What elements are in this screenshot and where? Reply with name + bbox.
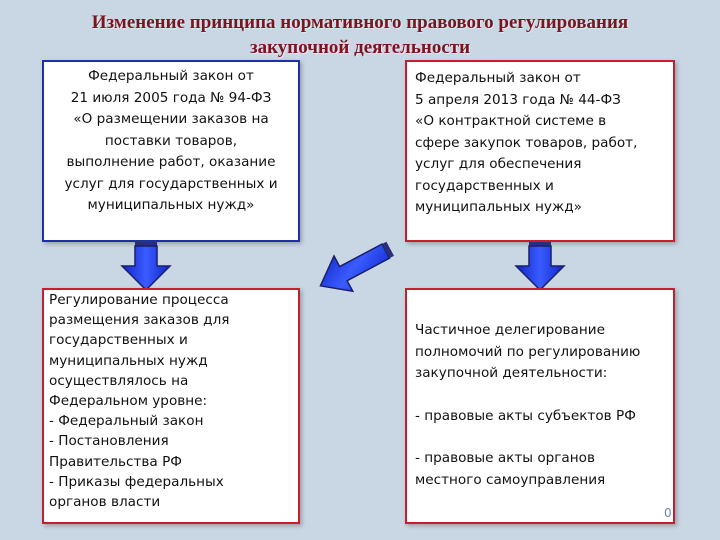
new-regulation-box bbox=[405, 288, 675, 524]
old-regulation-line: - Федеральный закон bbox=[49, 413, 204, 430]
law-94-line: поставки товаров, bbox=[104, 132, 238, 149]
old-regulation-line: государственных и bbox=[49, 332, 188, 349]
law-94-box bbox=[42, 60, 300, 242]
law-44-line: «О контрактной системе в bbox=[415, 113, 607, 129]
old-regulation-box bbox=[42, 288, 300, 524]
old-regulation-line: - Приказы федеральных bbox=[49, 473, 224, 490]
law-44-line: сфере закупок товаров, работ, bbox=[415, 134, 638, 151]
title-line: Изменение принципа нормативного правового регулирования bbox=[91, 12, 629, 33]
law-94-line: Федеральный закон от bbox=[88, 68, 254, 84]
law-94-line: «О размещении заказов на bbox=[73, 111, 269, 127]
old-regulation-line: осуществлялось на bbox=[49, 372, 189, 389]
new-regulation-intro: Частичное делегирование bbox=[415, 322, 605, 338]
down-arrow-icon bbox=[118, 242, 174, 292]
old-regulation-line: Федеральном уровне: bbox=[49, 393, 208, 410]
old-regulation-line: муниципальных нужд bbox=[49, 352, 208, 369]
law-94-line: 21 июля 2005 года № 94-ФЗ bbox=[70, 89, 272, 106]
spacer bbox=[415, 427, 673, 448]
old-regulation-line: органов власти bbox=[49, 494, 161, 511]
law-44-line: Федеральный закон от bbox=[415, 70, 581, 86]
law-44-line: услуг для обеспечения bbox=[415, 156, 582, 172]
slide-title bbox=[40, 10, 680, 60]
old-regulation-line: размещения заказов для bbox=[49, 312, 230, 329]
law-44-line: государственных и bbox=[415, 177, 554, 194]
law-94-line: выполнение работ, оказание bbox=[66, 154, 276, 170]
law-44-line: муниципальных нужд» bbox=[415, 199, 582, 215]
new-regulation-item: местного самоуправления bbox=[415, 471, 606, 488]
old-regulation-line: Регулирование процесса bbox=[49, 292, 229, 308]
new-regulation-intro: закупочной деятельности: bbox=[415, 365, 608, 381]
new-regulation-item: - правовые акты органов bbox=[415, 450, 595, 466]
law-44-box bbox=[405, 60, 675, 242]
old-regulation-line: - Постановления bbox=[49, 433, 169, 450]
spacer bbox=[415, 385, 673, 406]
new-regulation-intro: полномочий по регулированию bbox=[415, 343, 641, 360]
law-44-line: 5 апреля 2013 года № 44-ФЗ bbox=[415, 91, 621, 108]
law-94-line: муниципальных нужд» bbox=[87, 197, 255, 213]
down-arrow-icon bbox=[512, 242, 568, 292]
title-line: закупочной деятельности bbox=[249, 37, 471, 58]
old-regulation-line: Правительства РФ bbox=[49, 453, 182, 470]
new-regulation-item: - правовые акты субъектов РФ bbox=[415, 407, 636, 424]
page-number: 0 bbox=[664, 506, 672, 520]
law-94-line: услуг для государственных и bbox=[64, 175, 278, 192]
diagonal-arrow-icon bbox=[306, 236, 402, 300]
